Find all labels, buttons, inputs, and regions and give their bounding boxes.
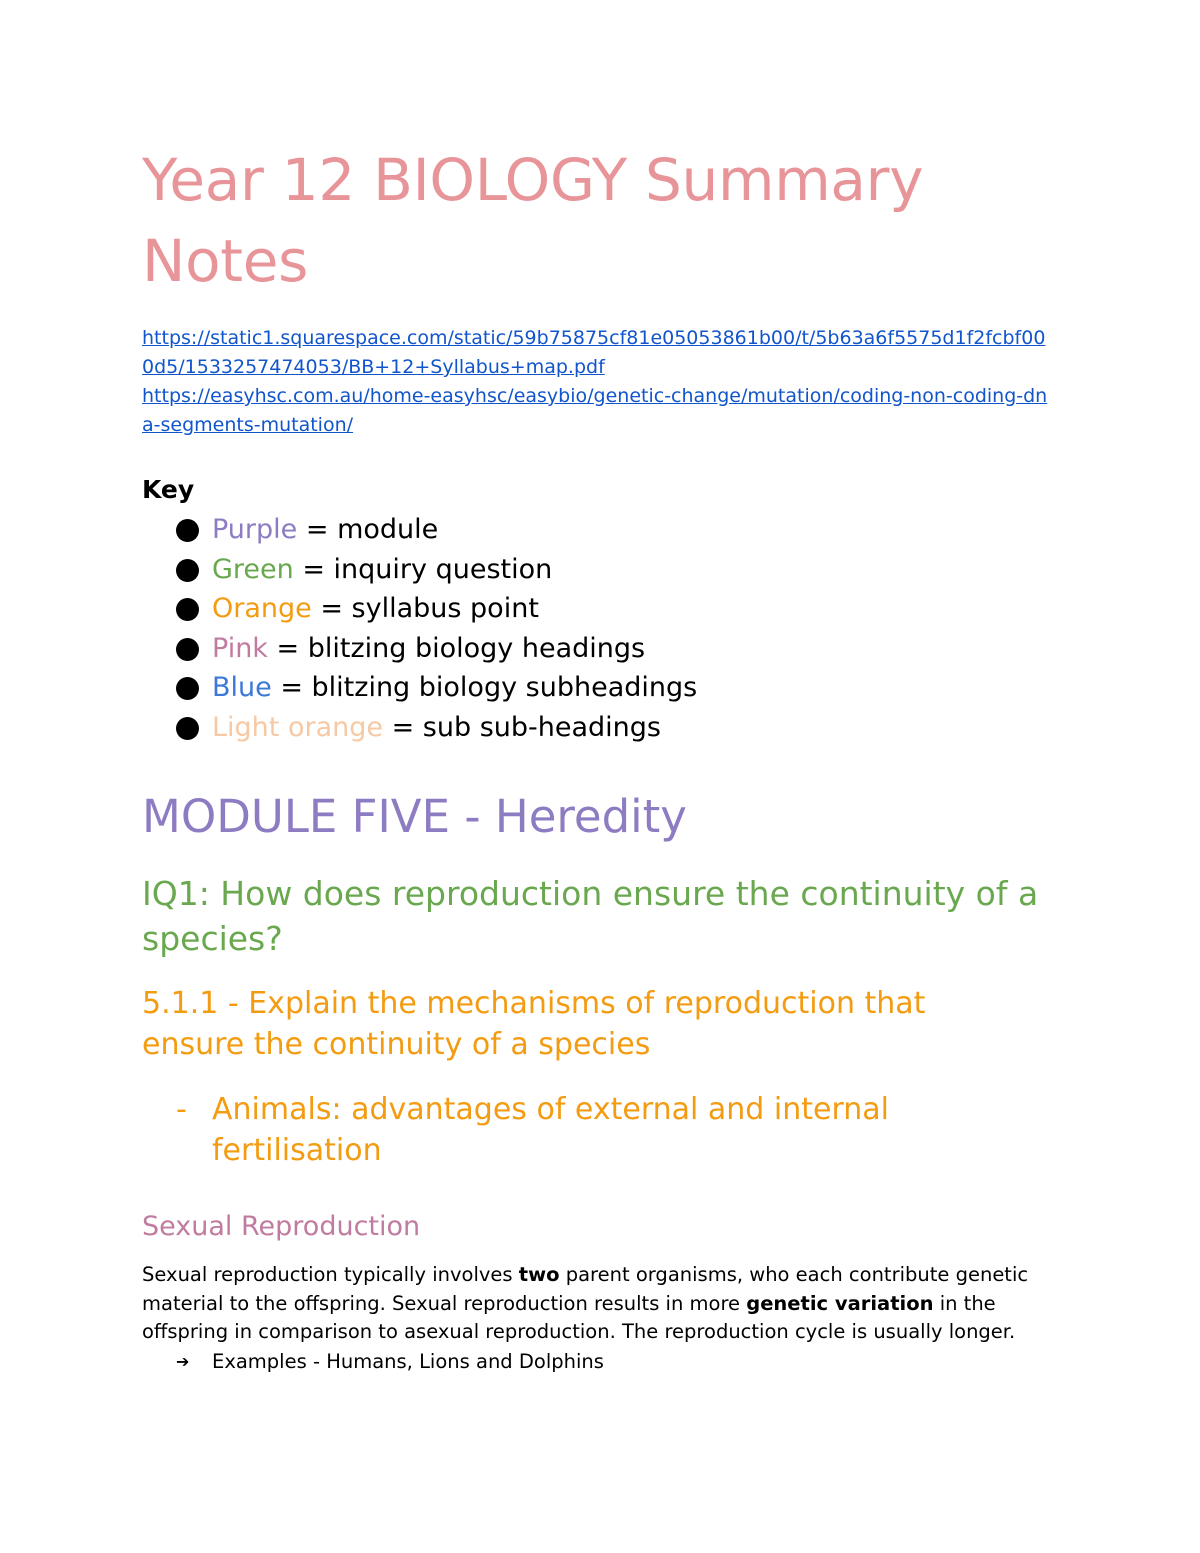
- key-description: = inquiry question: [293, 553, 553, 585]
- key-item-purple: [176, 510, 1060, 550]
- examples-list-item: [176, 1347, 1060, 1376]
- arrow-right-icon: ➔: [176, 1351, 190, 1371]
- bullet-dot-icon: [176, 638, 199, 661]
- key-item-pink: [176, 629, 1060, 669]
- key-item-light-orange: [176, 708, 1060, 748]
- bullet-dot-icon: [176, 677, 199, 700]
- emphasis-text: genetic variation: [746, 1291, 934, 1315]
- key-description: = sub sub-headings: [383, 711, 661, 743]
- bullet-dot-icon: [176, 598, 199, 621]
- examples-text: Examples - Humans, Lions and Dolphins: [212, 1349, 604, 1373]
- bullet-dot-icon: [176, 559, 199, 582]
- key-description: = syllabus point: [311, 593, 539, 624]
- key-item-blue: [176, 668, 1060, 708]
- key-colour-name: Light orange: [212, 711, 383, 743]
- easyhsc-link[interactable]: https://easyhsc.com.au/home-easyhsc/easybio/genetic-change/mutation/coding-non-coding-dna-segments-mutation/: [142, 385, 1048, 436]
- syllabus-point: 5.1.1 - Explain the mechanisms of reproduction that ensure the continuity of a species: [142, 986, 926, 1062]
- key-colour-name: Pink: [212, 632, 268, 664]
- key-colour-name: Orange: [212, 593, 312, 624]
- document-title: Year 12 BIOLOGY Summary Notes: [142, 146, 924, 295]
- bullet-dot-icon: [176, 519, 199, 542]
- dash-marker: -: [176, 1092, 187, 1127]
- reference-links: [142, 324, 1060, 440]
- key-heading: Key: [142, 475, 195, 504]
- key-colour-name: Purple: [212, 514, 298, 545]
- key-list: [142, 510, 1060, 747]
- key-description: = blitzing biology headings: [267, 632, 646, 664]
- section-heading: Sexual Reproduction: [142, 1211, 421, 1242]
- bullet-dot-icon: [176, 717, 199, 740]
- paragraph-text: in the offspring in comparison to asexual reproduction. The reproduction cycle is usually longer.: [142, 1291, 1016, 1344]
- key-item-green: [176, 550, 1060, 590]
- key-colour-name: Green: [212, 553, 294, 585]
- key-item-orange: [176, 589, 1060, 629]
- sub-point-text: Animals: advantages of external and internal fertilisation: [212, 1092, 889, 1168]
- syllabus-sub-point: [176, 1089, 1012, 1171]
- key-description: = module: [297, 514, 439, 545]
- paragraph-text: parent organisms, who each contribute genetic material to the offspring. Sexual reproduction results in more: [142, 1263, 1029, 1315]
- key-description: = blitzing biology subheadings: [271, 672, 698, 703]
- key-colour-name: Blue: [212, 672, 272, 703]
- inquiry-question: IQ1: How does reproduction ensure the continuity of a species?: [142, 874, 1039, 958]
- syllabus-map-link[interactable]: https://static1.squarespace.com/static/59b75875cf81e05053861b00/t/5b63a6f5575d1f2fcbf000d5/1533257474053/BB+12+Syllabus+map.pdf: [142, 327, 1046, 378]
- emphasis-text: two: [518, 1263, 560, 1286]
- module-heading: MODULE FIVE - Heredity: [142, 790, 687, 843]
- section-paragraph: [142, 1261, 1054, 1347]
- paragraph-text: Sexual reproduction typically involves: [142, 1263, 519, 1286]
